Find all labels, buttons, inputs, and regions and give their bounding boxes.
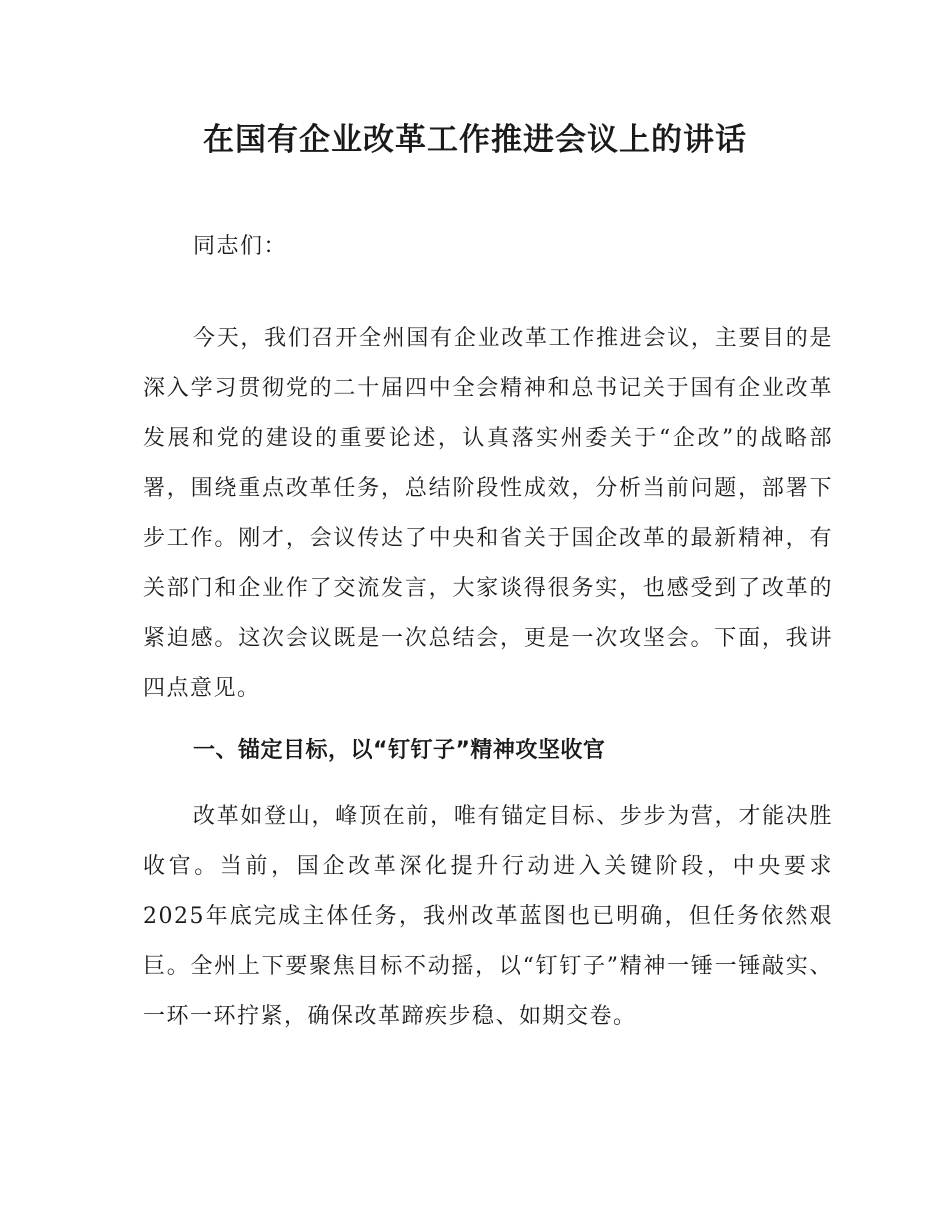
section-heading-1: 一、锚定目标，以“钉钉子”精神攻坚收官 bbox=[193, 738, 606, 763]
document-title: 在国有企业改革工作推进会议上的讲话 bbox=[203, 122, 747, 158]
paragraph-opening: 今天，我们召开全州国有企业改革工作推进会议，主要目的是深入学习贯彻党的二十届四中全会精神和总书记关于国有企业改革发展和党的建设的重要论述，认真落实州委关于“企改”的战略部署，围绕重点改革任务，总结阶段性成效，分析当前问题，部署下步工作。刚才，会议传达了中央和省关于国企改革的最新精神，有关部门和企业作了交流发言，大家谈得很务实，也感受到了改革的紧迫感。这次会议既是一次总结会，更是一次攻坚会。下面，我讲四点意见。 bbox=[143, 326, 833, 701]
salutation: 同志们： bbox=[193, 234, 288, 259]
paragraph-section-1: 改革如登山，峰顶在前，唯有锚定目标、步步为营，才能决胜收官。当前，国企改革深化提升行动进入关键阶段，中央要求2025年底完成主体任务，我州改革蓝图也已明确，但任务依然艰巨。全州上下要聚焦目标不动摇，以“钉钉子”精神一锤一锤敲实、一环一环拧紧，确保改革蹄疾步稳、如期交卷。 bbox=[143, 804, 833, 1029]
